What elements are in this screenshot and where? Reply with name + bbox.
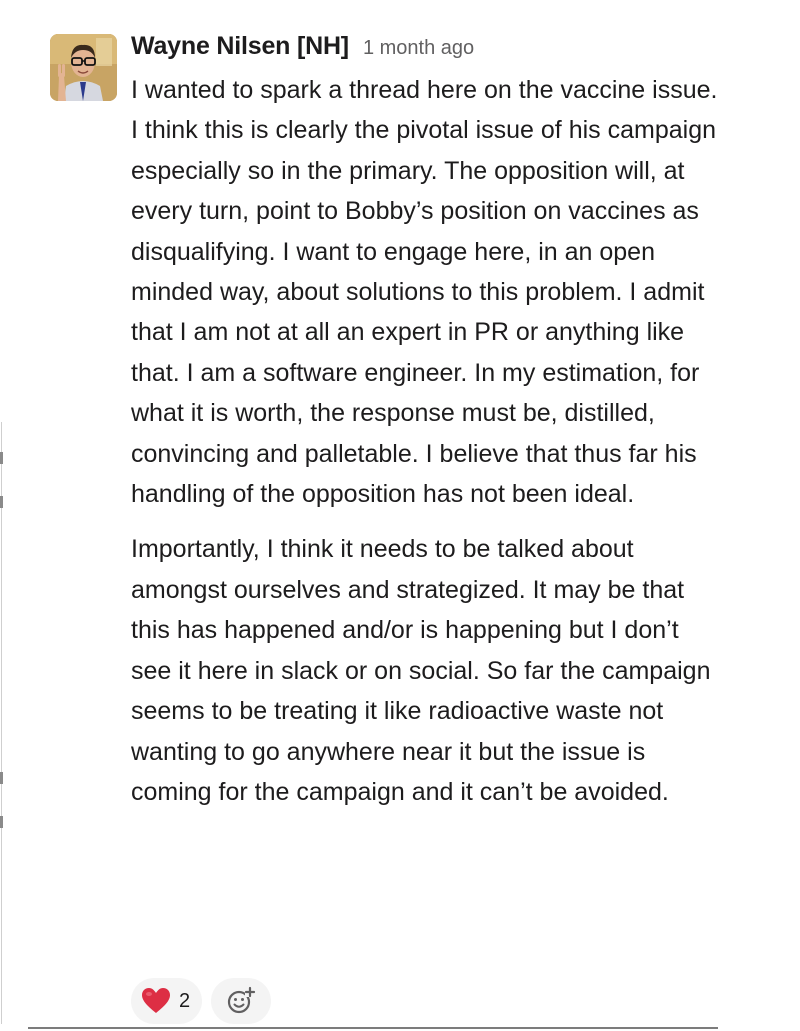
- user-avatar[interactable]: [50, 34, 117, 101]
- edge-mark: [0, 772, 3, 784]
- reaction-count: 2: [179, 989, 191, 1012]
- avatar-image: [50, 34, 117, 101]
- edge-mark: [0, 496, 3, 508]
- message-paragraph: Importantly, I think it needs to be talked about amongst ourselves and strategized. It may be that this has happened and/or is happening but I don’t see it here in slack or on social. So far the campaign seems to be treating it like radioactive waste not wanting to go anywhere near it but the issue is coming for the campaign and it can’t be avoided.: [131, 535, 711, 806]
- heart-icon: [141, 987, 171, 1015]
- add-reaction-icon: [226, 986, 256, 1016]
- reaction-heart[interactable]: [131, 978, 202, 1024]
- thread-edge-line: [1, 422, 2, 1024]
- add-reaction-button[interactable]: [211, 978, 271, 1024]
- edge-mark: [0, 816, 3, 828]
- reactions-bar: [131, 978, 271, 1024]
- message-paragraph: I wanted to spark a thread here on the vaccine issue. I think this is clearly the pivotal issue of his campaign especially so in the primary. The opposition will, at every turn, point to Bobby’s position on vaccines as disqualifying. I want to engage here, in an open minded way, about solutions to this problem. I admit that I am not at all an expert in PR or anything like that. I am a software engineer. In my estimation, for what it is worth, the response must be, distilled, convincing and palletable. I believe that thus far his handling of the opposition has not been ideal.: [131, 76, 718, 509]
- message-header: [131, 32, 474, 66]
- message-divider: [28, 1027, 718, 1029]
- message-body: [131, 70, 721, 812]
- edge-mark: [0, 452, 3, 464]
- message-timestamp[interactable]: 1 month ago: [362, 37, 475, 59]
- author-name[interactable]: Wayne Nilsen [NH]: [131, 32, 349, 60]
